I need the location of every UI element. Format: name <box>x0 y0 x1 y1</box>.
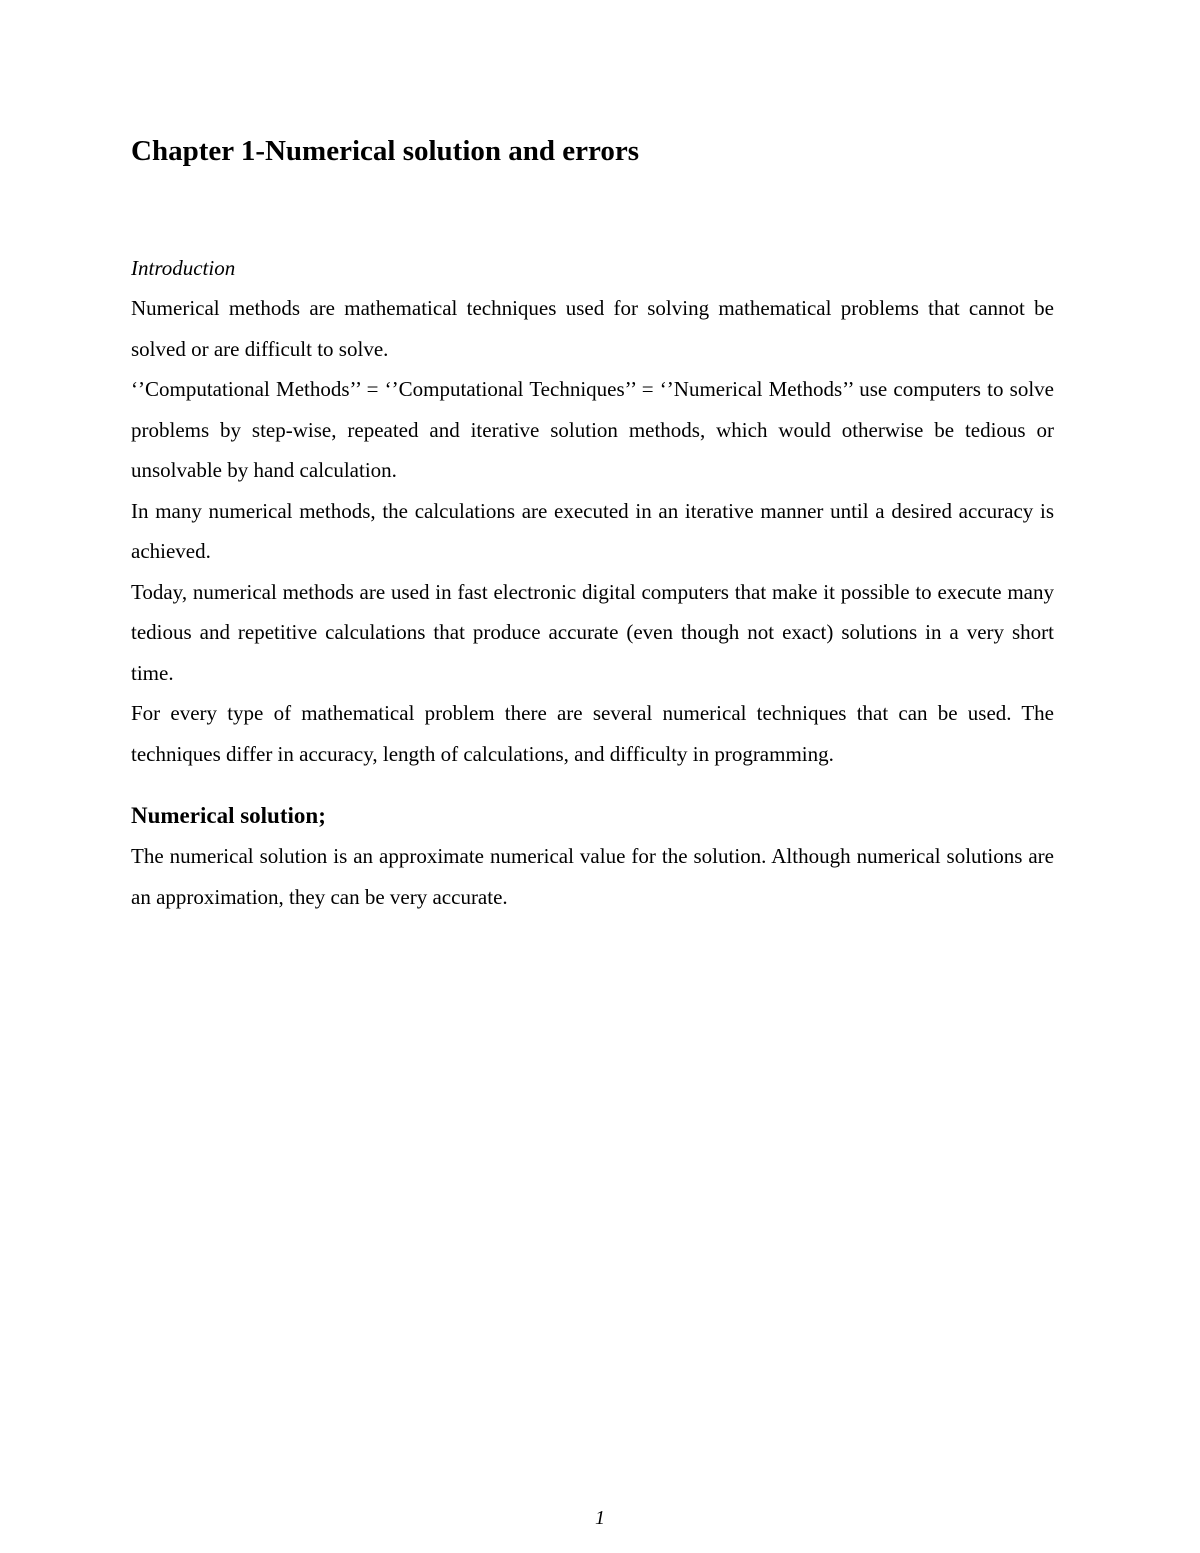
paragraph-techniques-differ: For every type of mathematical problem there are several numerical techniques that can be used. The techniques differ in accuracy, length of calculations, and difficulty in programming. <box>131 701 1054 766</box>
introduction-heading: Introduction <box>131 256 236 280</box>
paragraph-iterative-manner: In many numerical methods, the calculations are executed in an iterative manner until a desired accuracy is achieved. <box>131 498 1054 563</box>
chapter-title: Chapter 1-Numerical solution and errors <box>131 135 640 167</box>
page-content <box>131 128 1054 917</box>
paragraph-digital-computers: Today, numerical methods are used in fast electronic digital computers that make it possible to execute many tedious and repetitive calculations that produce accurate (even though not exact) solutions in a very short time. <box>131 579 1054 685</box>
paragraph-numerical-solution: The numerical solution is an approximate numerical value for the solution. Although numerical solutions are an approximation, they can be very accurate. <box>131 844 1054 909</box>
page-number: 1 <box>595 1507 605 1529</box>
paragraph-intro-definition: Numerical methods are mathematical techniques used for solving mathematical problems that cannot be solved or are difficult to solve. <box>131 296 1054 361</box>
paragraph-computational-methods: ‘’Computational Methods’’ = ‘’Computational Techniques’’ = ‘’Numerical Methods’’ use computers to solve problems by step-wise, repeated and iterative solution methods, which would otherwise be tedious or unsolvable by hand calculation. <box>131 377 1054 482</box>
section-heading-numerical-solution: Numerical solution; <box>131 803 326 828</box>
